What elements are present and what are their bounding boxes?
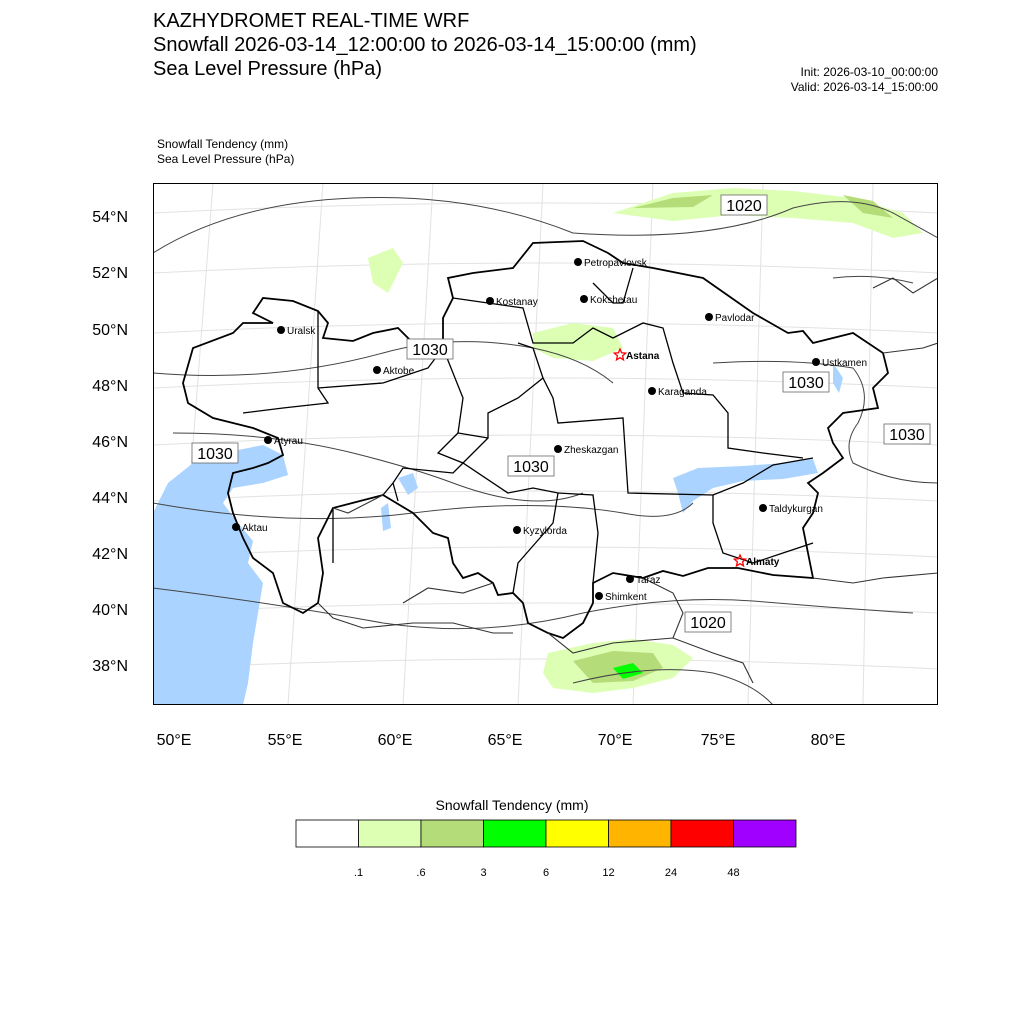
lon-label-50: 50°E bbox=[156, 732, 192, 749]
svg-text:1020: 1020 bbox=[690, 615, 726, 632]
valid-time: Valid: 2026-03-14_15:00:00 bbox=[790, 80, 938, 94]
city-label-taraz: Taraz bbox=[636, 575, 661, 586]
city-label-almaty: Almaty bbox=[746, 557, 780, 568]
colorbar-tick-label: 3 bbox=[480, 867, 487, 879]
lat-label-44: 44°N bbox=[92, 490, 128, 507]
contour-label bbox=[407, 339, 453, 359]
caspian-sea bbox=[153, 445, 288, 705]
city-label-kostanay: Kostanay bbox=[496, 297, 538, 308]
colorbar-tick-label: 6 bbox=[542, 867, 550, 879]
city-dot-aktau bbox=[232, 523, 240, 531]
city-layer bbox=[232, 258, 867, 603]
contour-label bbox=[884, 424, 930, 444]
city-label-zheskazgan: Zheskazgan bbox=[564, 445, 619, 456]
field-label-snowfall: Snowfall Tendency (mm) bbox=[157, 137, 289, 151]
city-label-uralsk: Uralsk bbox=[287, 326, 316, 337]
city-label-ustkamen: Ustkamen bbox=[822, 358, 868, 369]
contour-label bbox=[783, 372, 829, 392]
colorbar-title: Snowfall Tendency (mm) bbox=[435, 797, 589, 813]
lat-label-48: 48°N bbox=[92, 378, 128, 395]
contour-label bbox=[508, 456, 554, 476]
city-label-taldykurgan: Taldykurgan bbox=[769, 504, 823, 515]
field-label-pressure: Sea Level Pressure (hPa) bbox=[157, 152, 295, 166]
svg-text:1030: 1030 bbox=[889, 427, 925, 444]
lat-label-46: 46°N bbox=[92, 434, 128, 451]
city-dot-petropavlovsk bbox=[574, 258, 582, 266]
svg-text:1020: 1020 bbox=[726, 198, 762, 215]
city-dot-karaganda bbox=[648, 387, 656, 395]
city-label-astana: Astana bbox=[626, 351, 660, 362]
svg-text:1030: 1030 bbox=[197, 446, 233, 463]
svg-text:1030: 1030 bbox=[513, 459, 549, 476]
city-label-kokshetau: Kokshetau bbox=[590, 295, 638, 306]
lat-label-42: 42°N bbox=[92, 546, 128, 563]
city-dot-aktobe bbox=[373, 366, 381, 374]
water-bodies bbox=[153, 363, 843, 705]
city-label-aktobe: Aktobe bbox=[383, 366, 415, 377]
lon-label-80: 80°E bbox=[810, 732, 846, 749]
lon-label-65: 65°E bbox=[487, 732, 523, 749]
svg-text:1030: 1030 bbox=[788, 375, 824, 392]
lon-label-55: 55°E bbox=[267, 732, 303, 749]
city-dot-kostanay bbox=[486, 297, 494, 305]
city-dot-atyrau bbox=[264, 436, 272, 444]
graticule bbox=[153, 183, 938, 705]
city-label-kyzylorda: Kyzylorda bbox=[523, 526, 567, 537]
colorbar-swatch bbox=[734, 820, 797, 847]
city-dot-pavlodar bbox=[705, 313, 713, 321]
city-dot-ustkamen bbox=[812, 358, 820, 366]
svg-text:1030: 1030 bbox=[412, 342, 448, 359]
colorbar-swatch bbox=[546, 820, 609, 847]
city-label-pavlodar: Pavlodar bbox=[715, 313, 755, 324]
colorbar bbox=[295, 819, 797, 849]
map-frame bbox=[154, 184, 938, 705]
city-label-petropavlovsk: Petropavlovsk bbox=[584, 258, 647, 269]
colorbar-tick-label: 24 bbox=[664, 867, 678, 879]
lon-label-70: 70°E bbox=[597, 732, 633, 749]
colorbar-tick-label: 12 bbox=[602, 867, 615, 879]
contour-label bbox=[721, 195, 767, 215]
aral-sea bbox=[381, 473, 418, 531]
colorbar-tick-label: .1 bbox=[353, 867, 364, 879]
city-dot-taraz bbox=[626, 575, 634, 583]
title-line-2: Snowfall 2026-03-14_12:00:00 to 2026-03-14_15:00:00 (mm) bbox=[153, 34, 697, 56]
city-label-aktau: Aktau bbox=[242, 523, 268, 534]
contour-label-layer bbox=[192, 195, 930, 632]
map-panel bbox=[153, 183, 938, 705]
contour-label bbox=[192, 443, 238, 463]
colorbar-swatch bbox=[671, 820, 734, 847]
city-dot-shimkent bbox=[595, 592, 603, 600]
title-line-3: Sea Level Pressure (hPa) bbox=[153, 58, 383, 80]
lon-label-60: 60°E bbox=[377, 732, 413, 749]
city-dot-kokshetau bbox=[580, 295, 588, 303]
colorbar-swatch bbox=[359, 820, 422, 847]
city-label-shimkent: Shimkent bbox=[605, 592, 647, 603]
city-label-atyrau: Atyrau bbox=[274, 436, 303, 447]
colorbar-swatch bbox=[609, 820, 672, 847]
colorbar-tick-label: 48 bbox=[727, 867, 740, 879]
colorbar-swatch bbox=[421, 820, 484, 847]
init-time: Init: 2026-03-10_00:00:00 bbox=[800, 65, 938, 79]
city-dot-uralsk bbox=[277, 326, 285, 334]
lat-label-40: 40°N bbox=[92, 602, 128, 619]
lat-label-38: 38°N bbox=[92, 658, 128, 675]
city-label-karaganda: Karaganda bbox=[658, 387, 707, 398]
colorbar-swatch bbox=[484, 820, 547, 847]
title-line-1: KAZHYDROMET REAL-TIME WRF bbox=[153, 10, 470, 32]
colorbar-tick-label: .6 bbox=[416, 867, 426, 879]
city-dot-kyzylorda bbox=[513, 526, 521, 534]
lat-label-52: 52°N bbox=[92, 265, 128, 282]
capital-star-icon-almaty bbox=[734, 555, 745, 566]
contour-label bbox=[685, 612, 731, 632]
city-dot-zheskazgan bbox=[554, 445, 562, 453]
lon-label-75: 75°E bbox=[700, 732, 736, 749]
colorbar-swatch bbox=[296, 820, 359, 847]
lat-label-50: 50°N bbox=[92, 322, 128, 339]
city-dot-taldykurgan bbox=[759, 504, 767, 512]
lat-label-54: 54°N bbox=[92, 209, 128, 226]
